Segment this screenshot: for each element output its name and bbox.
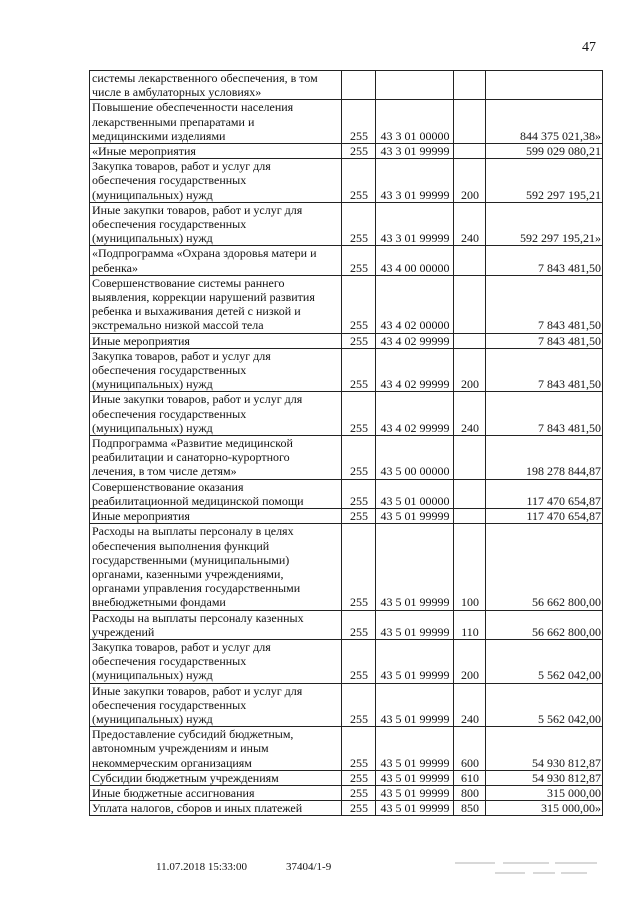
expense-type-code: 240 xyxy=(454,392,486,436)
amount: 56 662 800,00 xyxy=(486,610,603,639)
expense-type-code xyxy=(454,246,486,275)
row-name xyxy=(90,246,342,275)
row-name xyxy=(90,610,342,639)
row-name-line: лекарственными препаратами и xyxy=(92,114,255,129)
row-name-line: Подпрограмма «Развитие медицинской xyxy=(92,436,293,451)
expense-type-code xyxy=(454,144,486,159)
row-name xyxy=(90,509,342,524)
expense-type-code: 850 xyxy=(454,801,486,816)
expense-type-code: 200 xyxy=(454,159,486,203)
row-name xyxy=(90,202,342,246)
table-row xyxy=(90,275,603,333)
amount: 315 000,00» xyxy=(486,801,603,816)
row-name-line: внебюджетными фондами xyxy=(92,595,226,610)
row-name-line: обеспечения государственных xyxy=(92,217,247,232)
target-article-code: 43 5 01 99999 xyxy=(376,509,454,524)
target-article-code: 43 5 01 99999 xyxy=(376,610,454,639)
table-row xyxy=(90,610,603,639)
table-row xyxy=(90,246,603,275)
table-row xyxy=(90,509,603,524)
amount: 5 562 042,00 xyxy=(486,683,603,727)
row-name-line: Закупка товаров, работ и услуг для xyxy=(92,348,271,363)
department-code: 255 xyxy=(342,610,376,639)
row-name xyxy=(90,144,342,159)
department-code: 255 xyxy=(342,639,376,683)
row-name-line: экстремально низкой массой тела xyxy=(92,318,264,333)
page-number: 47 xyxy=(582,40,596,55)
amount: 315 000,00 xyxy=(486,785,603,800)
amount: 54 930 812,87 xyxy=(486,770,603,785)
row-name-line: органами управления государственными xyxy=(92,581,301,596)
department-code: 255 xyxy=(342,727,376,771)
row-name xyxy=(90,785,342,800)
row-name-line: реабилитационной медицинской помощи xyxy=(92,493,304,508)
department-code: 255 xyxy=(342,479,376,508)
department-code: 255 xyxy=(342,436,376,480)
row-name-line: Расходы на выплаты персоналу в целях xyxy=(92,524,294,539)
target-article-code: 43 3 01 99999 xyxy=(376,202,454,246)
expense-type-code: 600 xyxy=(454,727,486,771)
row-name-line: (муниципальных) нужд xyxy=(92,377,213,392)
department-code: 255 xyxy=(342,785,376,800)
row-name-line: «Иные мероприятия xyxy=(92,144,196,159)
expense-type-code xyxy=(454,333,486,348)
amount: 56 662 800,00 xyxy=(486,524,603,610)
budget-table xyxy=(89,70,603,816)
row-name xyxy=(90,333,342,348)
expense-type-code: 800 xyxy=(454,785,486,800)
department-code: 255 xyxy=(342,100,376,144)
table-row xyxy=(90,71,603,100)
target-article-code xyxy=(376,71,454,100)
amount: 592 297 195,21 xyxy=(486,159,603,203)
expense-type-code: 200 xyxy=(454,639,486,683)
expense-type-code xyxy=(454,71,486,100)
expense-type-code: 240 xyxy=(454,683,486,727)
row-name-line: медицинскими изделиями xyxy=(92,128,226,143)
target-article-code: 43 5 01 00000 xyxy=(376,479,454,508)
target-article-code: 43 4 02 99999 xyxy=(376,348,454,392)
row-name xyxy=(90,479,342,508)
department-code: 255 xyxy=(342,683,376,727)
row-name xyxy=(90,71,342,100)
row-name xyxy=(90,801,342,816)
row-name-line: (муниципальных) нужд xyxy=(92,420,213,435)
row-name-line: Уплата налогов, сборов и иных платежей xyxy=(92,801,303,816)
budget-table-body xyxy=(90,71,603,816)
table-row xyxy=(90,801,603,816)
target-article-code: 43 5 01 99999 xyxy=(376,524,454,610)
row-name-line: обеспечения государственных xyxy=(92,406,247,421)
row-name-line: обеспечения государственных xyxy=(92,173,247,188)
row-name xyxy=(90,524,342,610)
row-name-line: системы лекарственного обеспечения, в том xyxy=(92,71,318,85)
department-code: 255 xyxy=(342,801,376,816)
department-code: 255 xyxy=(342,770,376,785)
row-name-line: некоммерческим организациям xyxy=(92,755,252,770)
row-name xyxy=(90,275,342,333)
expense-type-code: 110 xyxy=(454,610,486,639)
table-row xyxy=(90,770,603,785)
expense-type-code xyxy=(454,509,486,524)
table-row xyxy=(90,144,603,159)
amount: 7 843 481,50 xyxy=(486,348,603,392)
row-name-line: Иные бюджетные ассигнования xyxy=(92,785,255,800)
department-code: 255 xyxy=(342,348,376,392)
table-row xyxy=(90,100,603,144)
amount: 54 930 812,87 xyxy=(486,727,603,771)
department-code: 255 xyxy=(342,246,376,275)
row-name xyxy=(90,348,342,392)
row-name-line: обеспечения государственных xyxy=(92,654,247,669)
table-row xyxy=(90,436,603,480)
row-name-line: «Подпрограмма «Охрана здоровья матери и xyxy=(92,246,317,261)
row-name xyxy=(90,639,342,683)
department-code: 255 xyxy=(342,509,376,524)
row-name-line: Совершенствование системы раннего xyxy=(92,275,285,290)
faint-stamp-marks xyxy=(455,858,605,880)
expense-type-code xyxy=(454,100,486,144)
target-article-code: 43 3 01 00000 xyxy=(376,100,454,144)
expense-type-code xyxy=(454,479,486,508)
amount: 7 843 481,50 xyxy=(486,392,603,436)
target-article-code: 43 5 00 00000 xyxy=(376,436,454,480)
expense-type-code: 200 xyxy=(454,348,486,392)
row-name-line: ребенка» xyxy=(92,260,138,275)
row-name-line: Иные мероприятия xyxy=(92,333,190,348)
expense-type-code: 610 xyxy=(454,770,486,785)
row-name-line: Иные закупки товаров, работ и услуг для xyxy=(92,202,303,217)
target-article-code: 43 3 01 99999 xyxy=(376,144,454,159)
target-article-code: 43 4 02 00000 xyxy=(376,275,454,333)
row-name-line: автономным учреждениям и иным xyxy=(92,741,269,756)
row-name-line: выявления, коррекции нарушений развития xyxy=(92,290,315,305)
expense-type-code: 240 xyxy=(454,202,486,246)
target-article-code: 43 5 01 99999 xyxy=(376,785,454,800)
target-article-code: 43 4 02 99999 xyxy=(376,392,454,436)
row-name xyxy=(90,159,342,203)
row-name-line: лечения, в том числе детям» xyxy=(92,464,237,479)
row-name-line: Повышение обеспеченности населения xyxy=(92,100,294,115)
table-row xyxy=(90,202,603,246)
table-row xyxy=(90,333,603,348)
row-name-line: органами, казенными учреждениями, xyxy=(92,566,284,581)
table-row xyxy=(90,479,603,508)
amount: 7 843 481,50 xyxy=(486,246,603,275)
row-name-line: (муниципальных) нужд xyxy=(92,711,213,726)
row-name-line: (муниципальных) нужд xyxy=(92,187,213,202)
target-article-code: 43 4 02 99999 xyxy=(376,333,454,348)
target-article-code: 43 5 01 99999 xyxy=(376,801,454,816)
document-code: 37404/1-9 xyxy=(286,861,332,873)
row-name-line: Закупка товаров, работ и услуг для xyxy=(92,639,271,654)
expense-type-code: 100 xyxy=(454,524,486,610)
row-name-line: обеспечения государственных xyxy=(92,363,247,378)
table-row xyxy=(90,727,603,771)
department-code: 255 xyxy=(342,159,376,203)
amount: 198 278 844,87 xyxy=(486,436,603,480)
department-code: 255 xyxy=(342,202,376,246)
row-name xyxy=(90,683,342,727)
row-name-line: Совершенствование оказания xyxy=(92,479,244,494)
target-article-code: 43 3 01 99999 xyxy=(376,159,454,203)
target-article-code: 43 4 00 00000 xyxy=(376,246,454,275)
table-row xyxy=(90,392,603,436)
row-name-line: ребенка и выхаживания детей с низкой и xyxy=(92,304,301,319)
target-article-code: 43 5 01 99999 xyxy=(376,727,454,771)
amount: 592 297 195,21» xyxy=(486,202,603,246)
row-name-line: числе в амбулаторных условиях» xyxy=(92,85,262,100)
department-code: 255 xyxy=(342,392,376,436)
amount xyxy=(486,71,603,100)
table-row xyxy=(90,348,603,392)
row-name-line: Предоставление субсидий бюджетным, xyxy=(92,727,294,742)
row-name xyxy=(90,100,342,144)
print-timestamp: 11.07.2018 15:33:00 xyxy=(156,861,247,873)
row-name-line: (муниципальных) нужд xyxy=(92,668,213,683)
table-row xyxy=(90,785,603,800)
row-name-line: Субсидии бюджетным учреждениям xyxy=(92,770,279,785)
row-name xyxy=(90,436,342,480)
row-name-line: реабилитации и санаторно-курортного xyxy=(92,450,290,465)
target-article-code: 43 5 01 99999 xyxy=(376,639,454,683)
row-name xyxy=(90,727,342,771)
row-name xyxy=(90,392,342,436)
row-name-line: Иные мероприятия xyxy=(92,509,190,524)
department-code: 255 xyxy=(342,524,376,610)
target-article-code: 43 5 01 99999 xyxy=(376,770,454,785)
row-name-line: учреждений xyxy=(92,624,155,639)
row-name-line: обеспечения государственных xyxy=(92,697,247,712)
expense-type-code xyxy=(454,275,486,333)
department-code: 255 xyxy=(342,333,376,348)
amount: 7 843 481,50 xyxy=(486,333,603,348)
amount: 117 470 654,87 xyxy=(486,509,603,524)
amount: 599 029 080,21 xyxy=(486,144,603,159)
table-row xyxy=(90,639,603,683)
row-name-line: Закупка товаров, работ и услуг для xyxy=(92,159,271,174)
row-name-line: Иные закупки товаров, работ и услуг для xyxy=(92,392,303,407)
row-name-line: государственными (муниципальными) xyxy=(92,552,290,567)
amount: 7 843 481,50 xyxy=(486,275,603,333)
department-code xyxy=(342,71,376,100)
amount: 844 375 021,38» xyxy=(486,100,603,144)
row-name-line: обеспечения выполнения функций xyxy=(92,538,270,553)
row-name xyxy=(90,770,342,785)
row-name-line: (муниципальных) нужд xyxy=(92,231,213,246)
target-article-code: 43 5 01 99999 xyxy=(376,683,454,727)
department-code: 255 xyxy=(342,275,376,333)
table-row xyxy=(90,159,603,203)
row-name-line: Иные закупки товаров, работ и услуг для xyxy=(92,683,303,698)
amount: 5 562 042,00 xyxy=(486,639,603,683)
row-name-line: Расходы на выплаты персоналу казенных xyxy=(92,610,304,625)
amount: 117 470 654,87 xyxy=(486,479,603,508)
expense-type-code xyxy=(454,436,486,480)
table-row xyxy=(90,683,603,727)
table-row xyxy=(90,524,603,610)
department-code: 255 xyxy=(342,144,376,159)
